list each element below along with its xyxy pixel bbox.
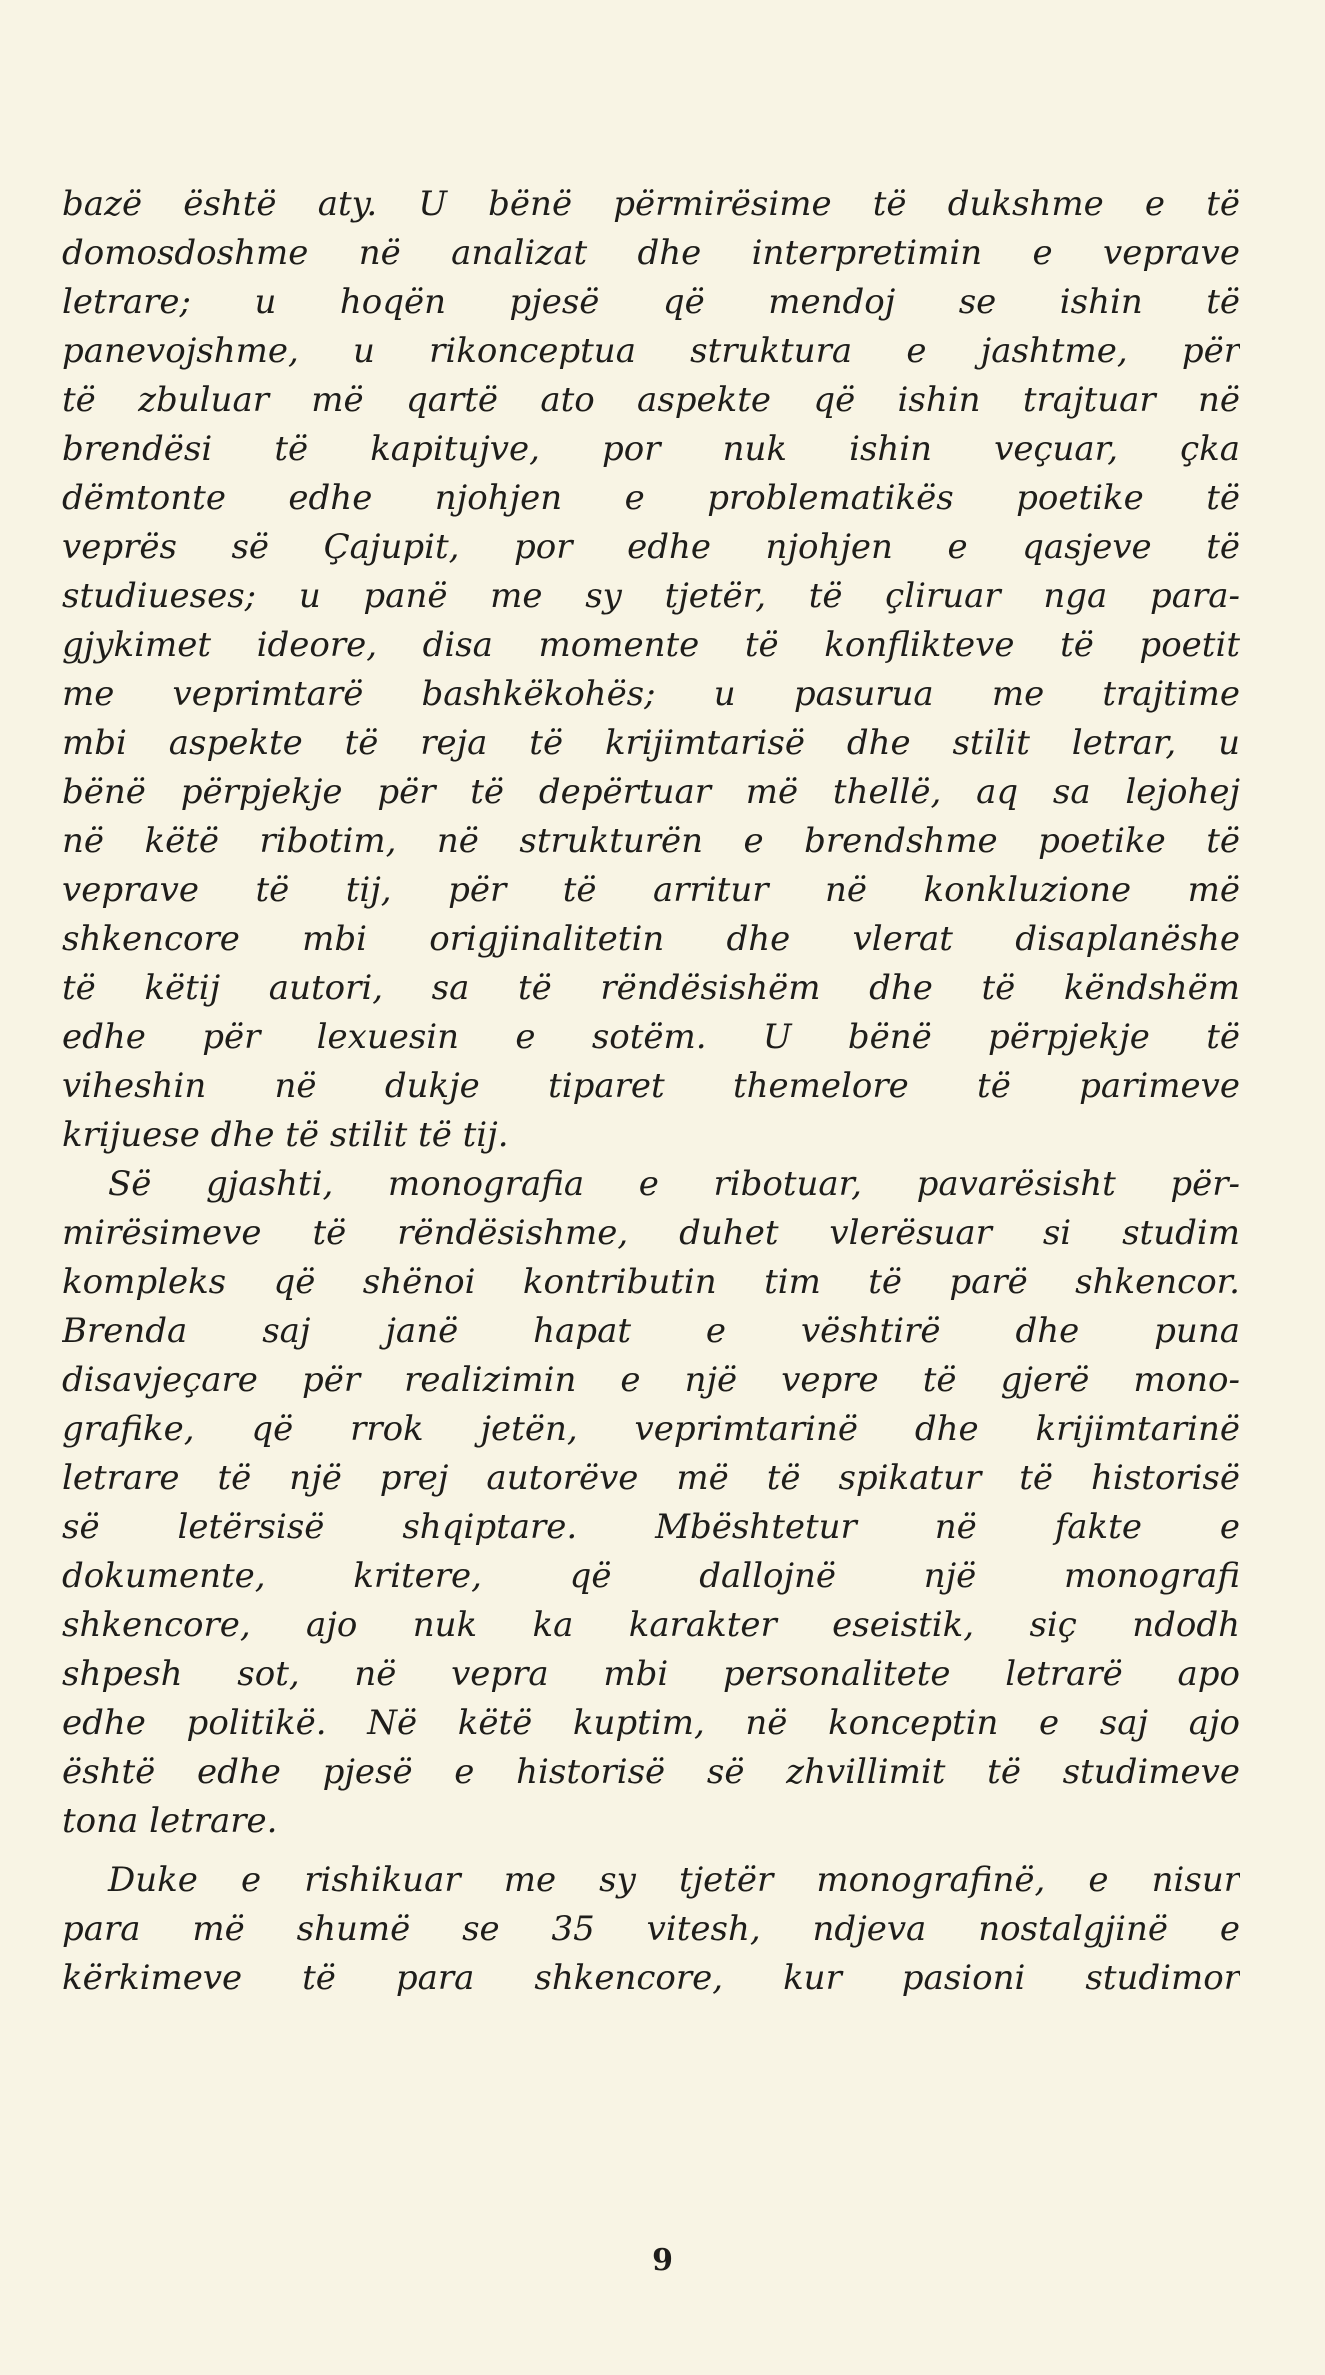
text-line: dëmtonte edhe njohjen e problematikës poetike të xyxy=(62,478,1240,518)
text-line: është edhe pjesë e historisë së zhvillimit të studimeve xyxy=(62,1752,1240,1792)
text-line: bazë është aty. U bënë përmirësime të dukshme e të xyxy=(62,184,1240,224)
text-line: bënë përpjekje për të depërtuar më thellë, aq sa lejohej xyxy=(62,772,1240,812)
text-line: dokumente, kritere, që dallojnë një monografi xyxy=(62,1556,1240,1596)
text-line: Duke e rishikuar me sy tjetër monografinë, e nisur xyxy=(108,1860,1240,1900)
text-line: Brenda saj janë hapat e vështirë dhe puna xyxy=(62,1311,1240,1351)
text-line: panevojshme, u rikonceptua struktura e jashtme, për xyxy=(62,331,1240,371)
text-line: disavjeçare për realizimin e një vepre të gjerë mono- xyxy=(62,1360,1240,1400)
text-line: veprave të tij, për të arritur në konkluzione më xyxy=(62,870,1240,910)
paragraph-2 xyxy=(62,1160,1240,1846)
text-line: mirësimeve të rëndësishme, duhet vlerësuar si studim xyxy=(62,1213,1240,1253)
text-line: domosdoshme në analizat dhe interpretimin e veprave xyxy=(62,233,1240,273)
text-line: veprës së Çajupit, por edhe njohjen e qasjeve të xyxy=(62,527,1240,567)
text-line: tona letrare. xyxy=(62,1801,278,1841)
text-line: para më shumë se 35 vitesh, ndjeva nostalgjinë e xyxy=(62,1909,1240,1949)
text-line: kërkimeve të para shkencore, kur pasioni studimor xyxy=(62,1958,1240,1998)
text-line: shpesh sot, në vepra mbi personalitete letrarë apo xyxy=(62,1654,1240,1694)
text-line: edhe për lexuesin e sotëm. U bënë përpjekje të xyxy=(62,1017,1240,1057)
paragraph-gap xyxy=(62,1846,1240,1856)
text-line: me veprimtarë bashkëkohës; u pasurua me trajtime xyxy=(62,674,1240,714)
paragraph-3 xyxy=(62,1856,1240,2003)
text-line: të këtij autori, sa të rëndësishëm dhe të këndshëm xyxy=(62,968,1240,1008)
text-line: të zbuluar më qartë ato aspekte që ishin trajtuar në xyxy=(62,380,1240,420)
text-line: së letërsisë shqiptare. Mbështetur në fakte e xyxy=(62,1507,1240,1547)
text-line: letrare të një prej autorëve më të spikatur të historisë xyxy=(62,1458,1240,1498)
text-line: viheshin në dukje tiparet themelore të parimeve xyxy=(62,1066,1240,1106)
text-line: grafike, që rrok jetën, veprimtarinë dhe krijimtarinë xyxy=(62,1409,1240,1449)
text-line: mbi aspekte të reja të krijimtarisë dhe stilit letrar, u xyxy=(62,723,1240,763)
page-number: 9 xyxy=(652,2243,673,2278)
text-line: edhe politikë. Në këtë kuptim, në konceptin e saj ajo xyxy=(62,1703,1240,1743)
body-text xyxy=(62,180,1240,2003)
text-line: në këtë ribotim, në strukturën e brendshme poetike të xyxy=(62,821,1240,861)
text-line: Së gjashti, monografia e ribotuar, pavarësisht për- xyxy=(108,1164,1240,1204)
text-line: gjykimet ideore, disa momente të konflikteve të poetit xyxy=(62,625,1240,665)
text-line: letrare; u hoqën pjesë që mendoj se ishin të xyxy=(62,282,1240,322)
text-line: shkencore, ajo nuk ka karakter eseistik, siç ndodh xyxy=(62,1605,1240,1645)
text-line: krijuese dhe të stilit të tij. xyxy=(62,1115,509,1155)
paragraph-1 xyxy=(62,180,1240,1160)
text-line: studiueses; u panë me sy tjetër, të çliruar nga para- xyxy=(62,576,1240,616)
text-line: shkencore mbi origjinalitetin dhe vlerat disaplanëshe xyxy=(62,919,1240,959)
text-line: brendësi të kapitujve, por nuk ishin veçuar, çka xyxy=(62,429,1240,469)
text-line: kompleks që shënoi kontributin tim të parë shkencor. xyxy=(62,1262,1240,1302)
